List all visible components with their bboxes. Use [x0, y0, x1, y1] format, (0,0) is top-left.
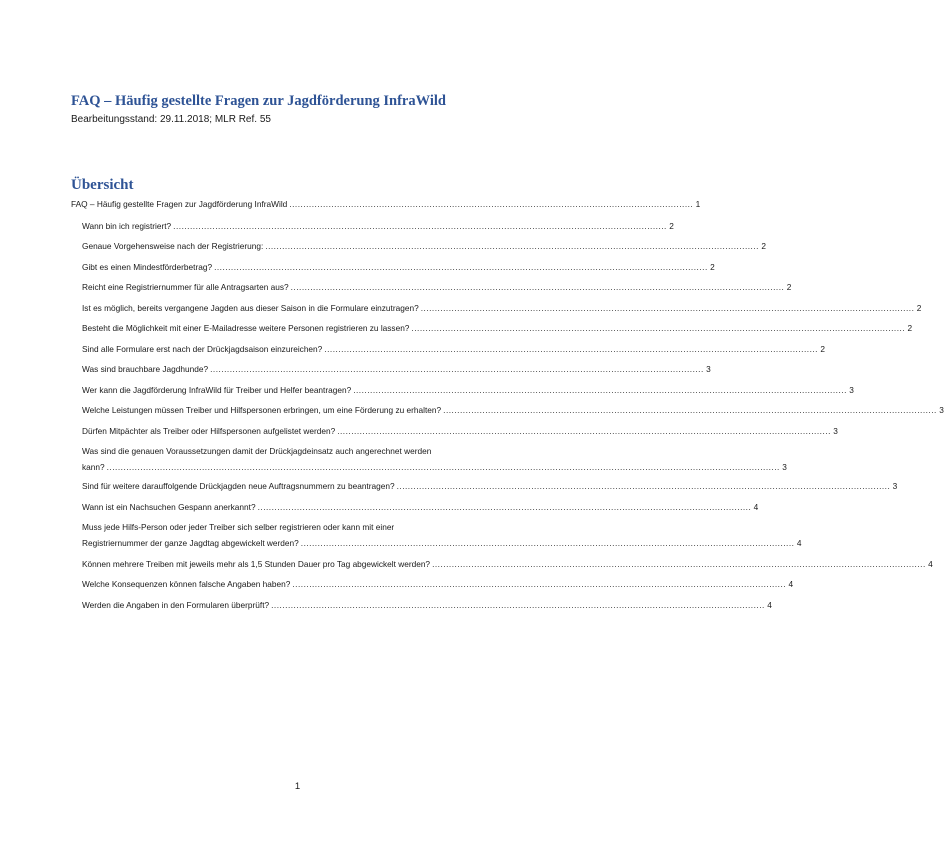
toc-entry-page: 3: [706, 364, 711, 374]
toc-entry-page: 3: [833, 426, 838, 436]
toc-entry[interactable]: Können mehrere Treiben mit jeweils mehr als 1,5 Stunden Dauer pro Tag abgewickelt werden? ................................................................................................................................................................................ 4: [82, 559, 933, 569]
toc-entry[interactable]: Genaue Vorgehensweise nach der Registrierung: ................................................................................................................................................................................ 2: [82, 241, 766, 251]
toc-entry[interactable]: Welche Leistungen müssen Treiber und Hilfspersonen erbringen, um eine Förderung zu erhalten? ................................................................................................................................................................................ 3: [82, 405, 944, 415]
toc-entry-label: Welche Konsequenzen können falsche Angaben haben?: [82, 579, 291, 589]
toc-entry[interactable]: Gibt es einen Mindestförderbetrag? ................................................................................................................................................................................ 2: [82, 262, 715, 272]
toc-entry[interactable]: Besteht die Möglichkeit mit einer E-Mailadresse weitere Personen registrieren zu lassen? ................................................................................................................................................................................ 2: [82, 323, 913, 333]
toc-entry-page: 2: [761, 241, 766, 251]
toc-entry[interactable]: Sind für weitere darauffolgende Drückjagden neue Auftragsnummern zu beantragen? ................................................................................................................................................................................ 3: [82, 481, 898, 491]
page-subtitle: Bearbeitungsstand: 29.11.2018; MLR Ref. 55: [71, 114, 271, 125]
toc-entry-page: 4: [928, 559, 933, 569]
toc-entry[interactable]: Dürfen Mitpächter als Treiber oder Hilfspersonen aufgelistet werden? ................................................................................................................................................................................ 3: [82, 426, 838, 436]
toc-entry-label: Welche Leistungen müssen Treiber und Hilfspersonen erbringen, um eine Förderung zu erhalten?: [82, 405, 442, 415]
toc-entry-page: 2: [820, 344, 825, 354]
toc-entry[interactable]: Registriernummer der ganze Jagdtag abgewickelt werden? ................................................................................................................................................................................ 4: [82, 538, 802, 548]
toc-entry-page: 4: [788, 579, 794, 589]
toc-entry[interactable]: Sind alle Formulare erst nach der Drückjagdsaison einzureichen? ................................................................................................................................................................................ 2: [82, 344, 825, 354]
toc-entry-page: 1: [695, 199, 701, 209]
overview-heading: Übersicht: [71, 177, 134, 193]
toc-entry-label: Werden die Angaben in den Formularen überprüft?: [82, 600, 270, 610]
toc-entry-page: 3: [939, 405, 944, 415]
toc-entry-label: Können mehrere Treiben mit jeweils mehr als 1,5 Stunden Dauer pro Tag abgewickelt werden?: [82, 559, 431, 569]
toc-entry-page: 4: [767, 600, 772, 610]
toc-entry-label-line1: Was sind die genauen Voraussetzungen damit der Drückjagdeinsatz auch angerechnet werden: [82, 446, 432, 456]
toc-entry-page: 2: [710, 262, 715, 272]
toc-entry-page: 2: [916, 303, 922, 313]
toc-entry[interactable]: Was sind brauchbare Jagdhunde? ................................................................................................................................................................................ 3: [82, 364, 711, 374]
toc-entry-label-line1: Muss jede Hilfs-Person oder jeder Treiber sich selber registrieren oder kann mit einer: [82, 522, 395, 532]
toc-entry[interactable]: Reicht eine Registriernummer für alle Antragsarten aus? ................................................................................................................................................................................ 2: [82, 282, 792, 292]
toc-entry-page: 3: [892, 481, 898, 491]
toc-entry[interactable]: FAQ – Häufig gestellte Fragen zur Jagdförderung InfraWild ................................................................................................................................................ 1: [71, 199, 701, 209]
toc-entry-label: Wann bin ich registriert?: [82, 221, 172, 231]
toc-entry[interactable]: Wer kann die Jagdförderung InfraWild für Treiber und Helfer beantragen? ................................................................................................................................................................................ 3: [82, 385, 854, 395]
toc-entry[interactable]: Wann ist ein Nachsuchen Gespann anerkannt? ................................................................................................................................................................................ 4: [82, 502, 759, 512]
toc-entry[interactable]: Welche Konsequenzen können falsche Angaben haben? ................................................................................................................................................................................ 4: [82, 579, 794, 589]
toc-entry-label: Was sind brauchbare Jagdhunde?: [82, 364, 209, 374]
toc-entry-page: 3: [782, 462, 787, 472]
toc-entry-label: Gibt es einen Mindestförderbetrag?: [82, 262, 213, 272]
toc-entry[interactable]: kann? ................................................................................................................................................................................................................................................ 3: [82, 462, 787, 472]
toc-entry-label: Genaue Vorgehensweise nach der Registrierung:: [82, 241, 264, 251]
toc-entry-label: Reicht eine Registriernummer für alle Antragsarten aus?: [82, 282, 289, 292]
toc-entry-label: Dürfen Mitpächter als Treiber oder Hilfspersonen aufgelistet werden?: [82, 426, 336, 436]
toc-entry-label: FAQ – Häufig gestellte Fragen zur Jagdförderung InfraWild: [71, 199, 288, 209]
page-title: FAQ – Häufig gestellte Fragen zur Jagdförderung InfraWild: [71, 93, 446, 109]
toc-entry[interactable]: Ist es möglich, bereits vergangene Jagden aus dieser Saison in die Formulare einzutragen? ................................................................................................................................................................................ 2: [82, 303, 922, 313]
toc-entry-label: Sind alle Formulare erst nach der Drückjagdsaison einzureichen?: [82, 344, 323, 354]
toc-entry-label: Besteht die Möglichkeit mit einer E-Mailadresse weitere Personen registrieren zu lassen?: [82, 323, 410, 333]
toc-entry[interactable]: Werden die Angaben in den Formularen überprüft? ................................................................................................................................................................................ 4: [82, 600, 772, 610]
toc-entry-label: Sind für weitere darauffolgende Drückjagden neue Auftragsnummern zu beantragen?: [82, 481, 395, 491]
toc-entry-page: 2: [786, 282, 792, 292]
toc-entry-label: Wann ist ein Nachsuchen Gespann anerkannt?: [82, 502, 256, 512]
toc-entry-label: Wer kann die Jagdförderung InfraWild für Treiber und Helfer beantragen?: [82, 385, 352, 395]
toc-entry[interactable]: Wann bin ich registriert? ................................................................................................................................................................................ 2: [82, 221, 674, 231]
toc-entry-label: kann?: [82, 462, 105, 472]
toc-entry-page: 2: [907, 323, 913, 333]
toc-entry-label: Ist es möglich, bereits vergangene Jagden aus dieser Saison in die Formulare einzutragen?: [82, 303, 419, 313]
toc-entry-page: 3: [849, 385, 854, 395]
toc-entry-page: 4: [753, 502, 759, 512]
page-number: 1: [294, 781, 301, 792]
toc-entry-page: 4: [796, 538, 802, 548]
toc-entry-page: 2: [669, 221, 674, 231]
toc-entry-label: Registriernummer der ganze Jagdtag abgewickelt werden?: [82, 538, 299, 548]
